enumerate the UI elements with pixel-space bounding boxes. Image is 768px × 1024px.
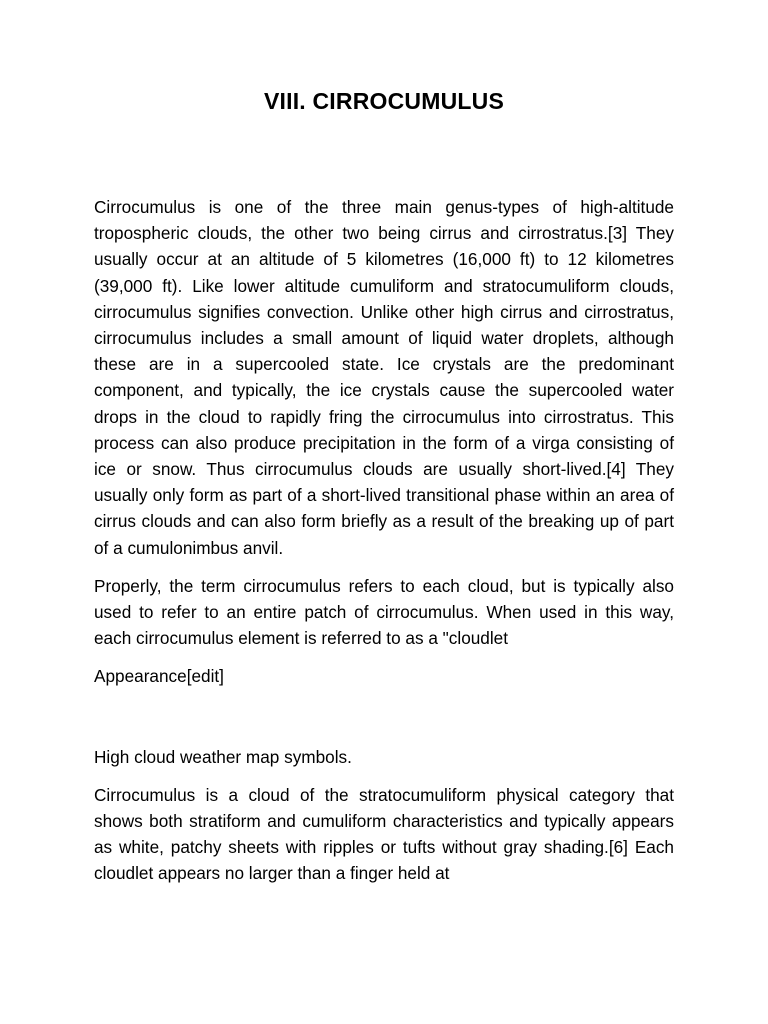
section-heading-appearance: Appearance[edit] xyxy=(94,666,224,687)
paragraph-intro: Cirrocumulus is one of the three main genus-types of high-altitude tropospheric clouds, the other two being cirrus and cirrostratus.[3] They usually occur at an altitude of 5 kilometres (16,000 ft) to 12 kilometres (39,000 ft). Like lower altitude cumuliform and stratocumuliform clouds, cirrocumulus signifies convection. Unlike other high cirrus and cirrostratus, cirrocumulus includes a small amount of liquid water droplets, although these are in a supercooled state. Ice crystals are the predominant component, and typically, the ice crystals cause the supercooled water drops in the cloud to rapidly fring the cirrocumulus into cirrostratus. This process can also produce precipitation in the form of a virga consisting of ice or snow. Thus cirrocumulus clouds are usually short-lived.[4] They usually only form as part of a short-lived transitional phase within an area of cirrus clouds and can also form briefly as a result of the breaking up of part of a cumulonimbus anvil. xyxy=(94,197,674,558)
page-title: VIII. CIRROCUMULUS xyxy=(264,88,504,114)
document-body xyxy=(94,194,674,899)
caption-weather-symbols: High cloud weather map symbols. xyxy=(94,746,352,767)
paragraph-cloudlet: Properly, the term cirrocumulus refers to each cloud, but is typically also used to refer to an entire patch of cirrocumulus. When used in this way, each cirrocumulus element is referred to as a "cloudlet xyxy=(94,575,674,649)
paragraph-appearance: Cirrocumulus is a cloud of the stratocumuliform physical category that shows both stratiform and cumuliform characteristics and typically appears as white, patchy sheets with ripples or tufts without gray shading.[6] Each cloudlet appears no larger than a finger held at xyxy=(94,784,674,884)
